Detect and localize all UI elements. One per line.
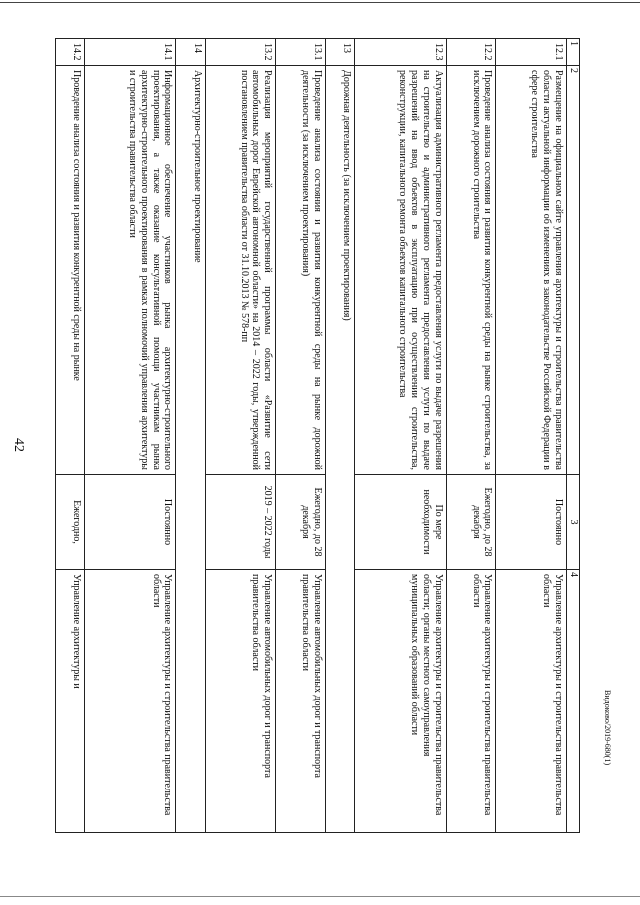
section-row xyxy=(176,39,205,833)
deadline-cell: Ежегодно, до 28 декабря xyxy=(276,475,326,570)
measure-text: Реализация мероприятий государственной программы области «Развитие сети автомобильных дорог Еврейской автономной области» на 2014 – 2022 годы, утвержденной постановлением правительства области от 31.10.2013 № 578-пп xyxy=(205,66,276,475)
responsible-cell: Управление архитектуры и строительства правительства области xyxy=(85,570,176,833)
row-number: 13.2 xyxy=(205,39,276,66)
header-col-1: 1 xyxy=(567,39,580,66)
table-row xyxy=(85,39,176,833)
row-number: 12.2 xyxy=(446,39,496,66)
responsible-cell: Управление автомобильных дорог и транспорта правительства области xyxy=(276,570,326,833)
deadline-cell: Ежегодно, до 28 декабря xyxy=(446,475,496,570)
measure-text: Проведение анализа состояния и развития конкурентной среды на рынке строительства, за исключением дорожного строительства xyxy=(446,66,496,475)
responsible-cell: Управление архитектуры и строительства правительства области xyxy=(446,570,496,833)
row-number: 13 xyxy=(326,39,355,66)
table-body xyxy=(56,39,567,833)
header-col-3: 3 xyxy=(567,475,580,570)
section-title: Дорожная деятельность (за исключением проектирования) xyxy=(326,66,355,833)
row-number: 14 xyxy=(176,39,205,66)
table-row xyxy=(56,39,85,833)
header-col-4: 4 xyxy=(567,570,580,833)
row-number: 12.1 xyxy=(496,39,567,66)
row-number: 14.1 xyxy=(85,39,176,66)
header-col-2: 2 xyxy=(567,66,580,475)
header-row xyxy=(567,39,580,833)
plan-table xyxy=(55,38,580,833)
measure-text: Информационное обеспечение участников рынка архитектурно-строительного проектирования, а также оказание консультативной помощи участникам рынка архитектурно-строительного проектирования в рамках полномочий управления архитектуры и строительства правительства области xyxy=(85,66,176,475)
row-number: 14.2 xyxy=(56,39,85,66)
deadline-cell: Постоянно xyxy=(496,475,567,570)
measure-text: Проведение анализа состояния и развития конкурентной среды на рынке xyxy=(56,66,85,475)
row-number: 13.1 xyxy=(276,39,326,66)
document-footnote: Видоково/2019-680(1) xyxy=(603,690,612,766)
table-row xyxy=(496,39,567,833)
measure-text: Проведение анализа состояния и развития конкурентной среды на рынке дорожной деятельности (за исключением проектирования) xyxy=(276,66,326,475)
section-title: Архитектурно-строительное проектирование xyxy=(176,66,205,833)
responsible-cell: Управление архитектуры и строительства правительства области; органы местного самоуправления муниципальных образований области xyxy=(355,570,446,833)
table-row xyxy=(276,39,326,833)
section-row xyxy=(326,39,355,833)
measure-text: Актуализация административного регламента предоставления услуги по выдаче разрешения на строительство и административного регламента предоставления услуги по выдаче разрешений на ввод объектов в эксплуатацию при осуществлении строительства, реконструкции, капитального ремонта объектов капитального строительства xyxy=(355,66,446,475)
responsible-cell: Управление автомобильных дорог и транспорта правительства области xyxy=(205,570,276,833)
scan-top-edge xyxy=(0,2,640,3)
rotated-table-container xyxy=(55,38,580,833)
responsible-cell: Управление архитектуры и xyxy=(56,570,85,833)
table-row xyxy=(355,39,446,833)
table-row xyxy=(205,39,276,833)
deadline-cell: Ежегодно, xyxy=(56,475,85,570)
responsible-cell: Управление архитектуры и строительства правительства области xyxy=(496,570,567,833)
deadline-cell: Постоянно xyxy=(85,475,176,570)
deadline-cell: 2019 – 2022 годы xyxy=(205,475,276,570)
table-row xyxy=(446,39,496,833)
deadline-cell: По мере необходимости xyxy=(355,475,446,570)
scan-bottom-edge xyxy=(0,896,640,897)
page-number: 42 xyxy=(11,438,26,452)
row-number: 12.3 xyxy=(355,39,446,66)
measure-text: Размещение на официальном сайте управления архитектуры и строительства правительства области актуальной информации об изменениях в законодательстве Российской Федерации в сфере строительства xyxy=(496,66,567,475)
